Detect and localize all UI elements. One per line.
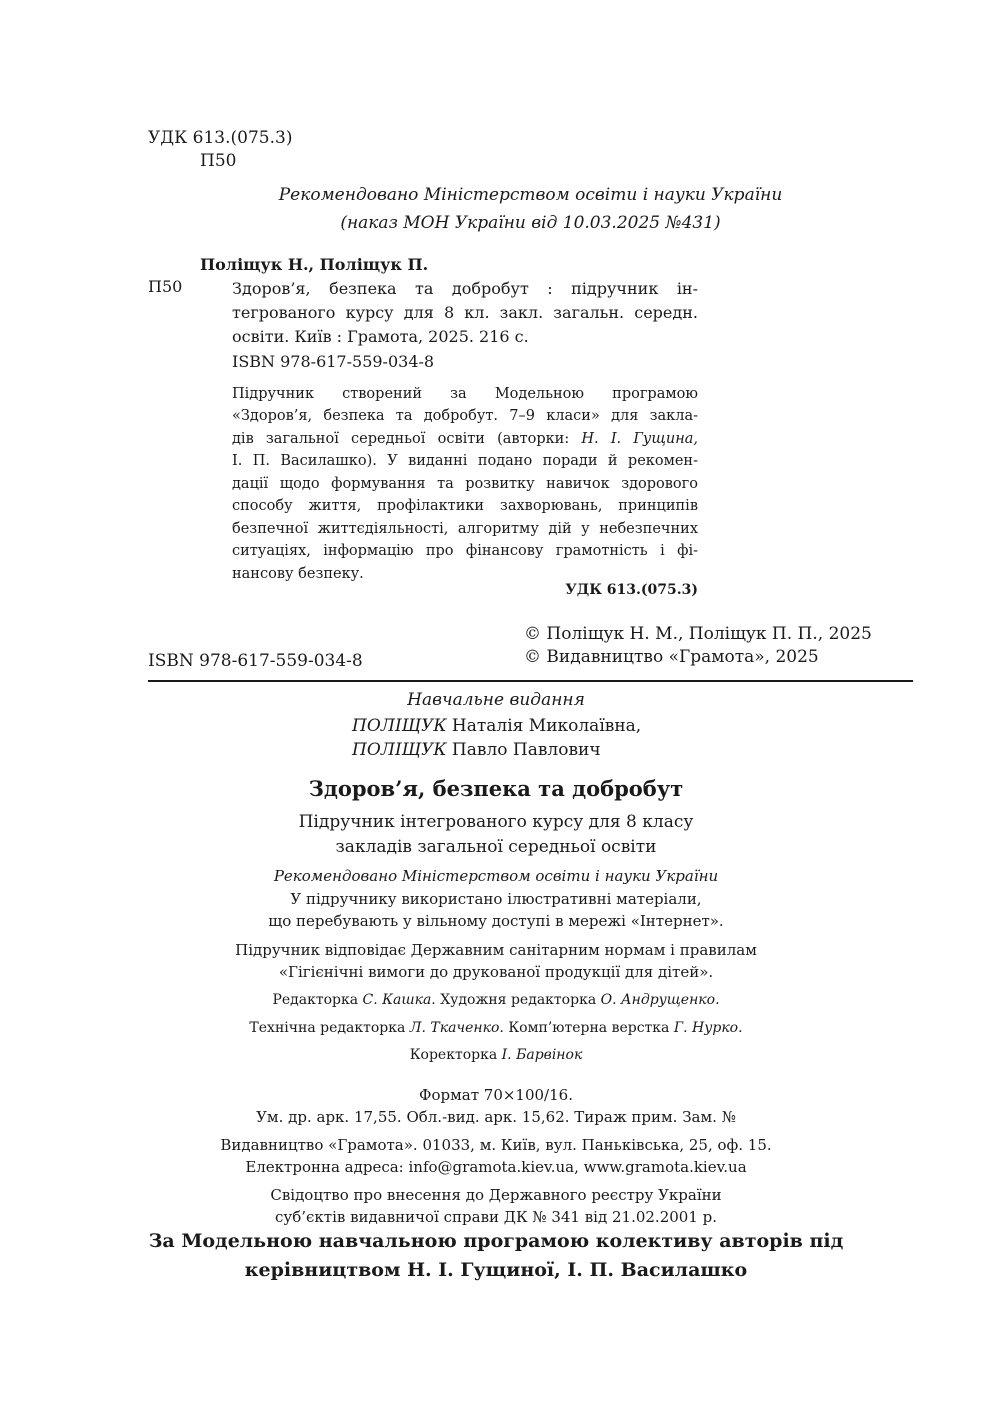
editors-line <box>100 992 892 1008</box>
recommendation-line-2: (наказ МОН України від 10.03.2025 №431) <box>340 213 721 233</box>
author-1-name: Наталія Миколаївна, <box>451 716 642 736</box>
tech-editor-name: Л. Ткаченко. <box>409 1020 504 1036</box>
art-editor-name: О. Андрущенко. <box>600 992 720 1008</box>
annotation-line: дації щодо формування та розвитку навичок здорового <box>232 476 698 492</box>
book-subtitle-1: Підручник інтегрованого курсу для 8 класу <box>298 812 694 832</box>
annotation-author: Н. І. Гущина, <box>581 431 698 447</box>
catalog-index: П50 <box>148 277 183 296</box>
catalog-authors: Поліщук Н., Поліщук П. <box>200 255 429 274</box>
annotation-line: Підручник створений за Модельною програмою <box>232 386 698 402</box>
annotation-line: нансову безпеку. <box>232 566 364 582</box>
divider <box>148 680 913 682</box>
author-1 <box>352 716 641 736</box>
layout-name: Г. Нурко. <box>673 1020 743 1036</box>
recommended-note: Рекомендовано Міністерством освіти і науки України <box>273 867 719 885</box>
annotation-line: І. П. Василашко). У виданні подано поради й рекомен- <box>232 453 698 469</box>
certificate-line-2: суб’єктів видавничої справи ДК № 341 від 21.02.2001 р. <box>274 1208 718 1226</box>
tech-editor-label: Технічна редакторка <box>249 1020 406 1036</box>
author-2-name: Павло Павлович <box>451 740 601 760</box>
layout-label: Комп’ютерна верстка <box>508 1020 670 1036</box>
recommendation-line-1: Рекомендовано Міністерством освіти і науки України <box>278 185 783 205</box>
udk-code: УДК 613.(075.3) <box>148 128 293 148</box>
editor-label: Редакторка <box>272 992 359 1008</box>
catalog-udk-bottom: УДК 613.(075.3) <box>565 582 698 598</box>
annotation-line: безпечної життєдіяльності, алгоритму дій у небезпечних <box>232 521 698 537</box>
proofreader-label: Коректорка <box>409 1047 498 1063</box>
proofreader-name: І. Барвінок <box>501 1047 583 1063</box>
sheets-line: Ум. др. арк. 17,55. Обл.-вид. арк. 15,62. Тираж прим. Зам. № <box>256 1108 736 1126</box>
copyright-isbn: ISBN 978-617-559-034-8 <box>148 651 363 671</box>
publisher-address: Видавництво «Грамота». 01033, м. Київ, вул. Паньківська, 25, оф. 15. <box>220 1136 772 1154</box>
sanitary-note-1: Підручник відповідає Державним санітарним нормам і правилам <box>235 941 757 959</box>
udk-index: П50 <box>200 151 237 171</box>
annotation-line <box>232 428 698 450</box>
illustration-note-2: що перебувають у вільному доступі в мережі «Інтернет». <box>268 912 724 930</box>
editor-name: С. Кашка. <box>362 992 436 1008</box>
annotation-text: дів загальної середньої освіти (авторки: <box>232 431 582 447</box>
catalog-title-line: освіти. Київ : Грамота, 2025. 216 с. <box>232 327 529 346</box>
annotation-line: «Здоров’я, безпека та добробут. 7–9 класи» для закла- <box>232 408 698 424</box>
edition-type: Навчальне видання <box>407 690 585 710</box>
art-editor-label: Художня редакторка <box>440 992 597 1008</box>
program-line-1: За Модельною навчальною програмою колективу авторів під <box>148 1230 844 1252</box>
technical-line <box>100 1020 892 1036</box>
catalog-isbn: ISBN 978-617-559-034-8 <box>232 352 435 371</box>
catalog-title-line: тегрованого курсу для 8 кл. закл. загальн. середн. <box>232 303 698 322</box>
copyright-publisher: © Видавництво «Грамота», 2025 <box>524 647 819 667</box>
certificate-line-1: Свідоцтво про внесення до Державного реєстру України <box>270 1186 722 1204</box>
author-2 <box>352 740 601 760</box>
email-line: Електронна адреса: info@gramota.kiev.ua, www.gramota.kiev.ua <box>245 1158 747 1176</box>
author-1-surname: ПОЛІЩУК <box>352 716 447 736</box>
format-line: Формат 70×100/16. <box>419 1086 573 1104</box>
catalog-title-line: Здоров’я, безпека та добробут : підручник ін- <box>232 279 698 298</box>
proofreader-line <box>100 1047 892 1063</box>
copyright-authors: © Поліщук Н. М., Поліщук П. П., 2025 <box>524 624 872 644</box>
annotation-line: ситуаціях, інформацію про фінансову грамотність і фі- <box>232 543 698 559</box>
book-title: Здоров’я, безпека та добробут <box>308 776 684 801</box>
author-2-surname: ПОЛІЩУК <box>352 740 447 760</box>
book-subtitle-2: закладів загальної середньої освіти <box>335 837 657 857</box>
illustration-note-1: У підручнику використано ілюстративні матеріали, <box>290 890 702 908</box>
program-line-2: керівництвом Н. І. Гущиної, І. П. Василашко <box>244 1259 748 1281</box>
sanitary-note-2: «Гігієнічні вимоги до друкованої продукції для дітей». <box>278 963 714 981</box>
annotation-line: способу життя, профілактики захворювань, принципів <box>232 498 698 514</box>
